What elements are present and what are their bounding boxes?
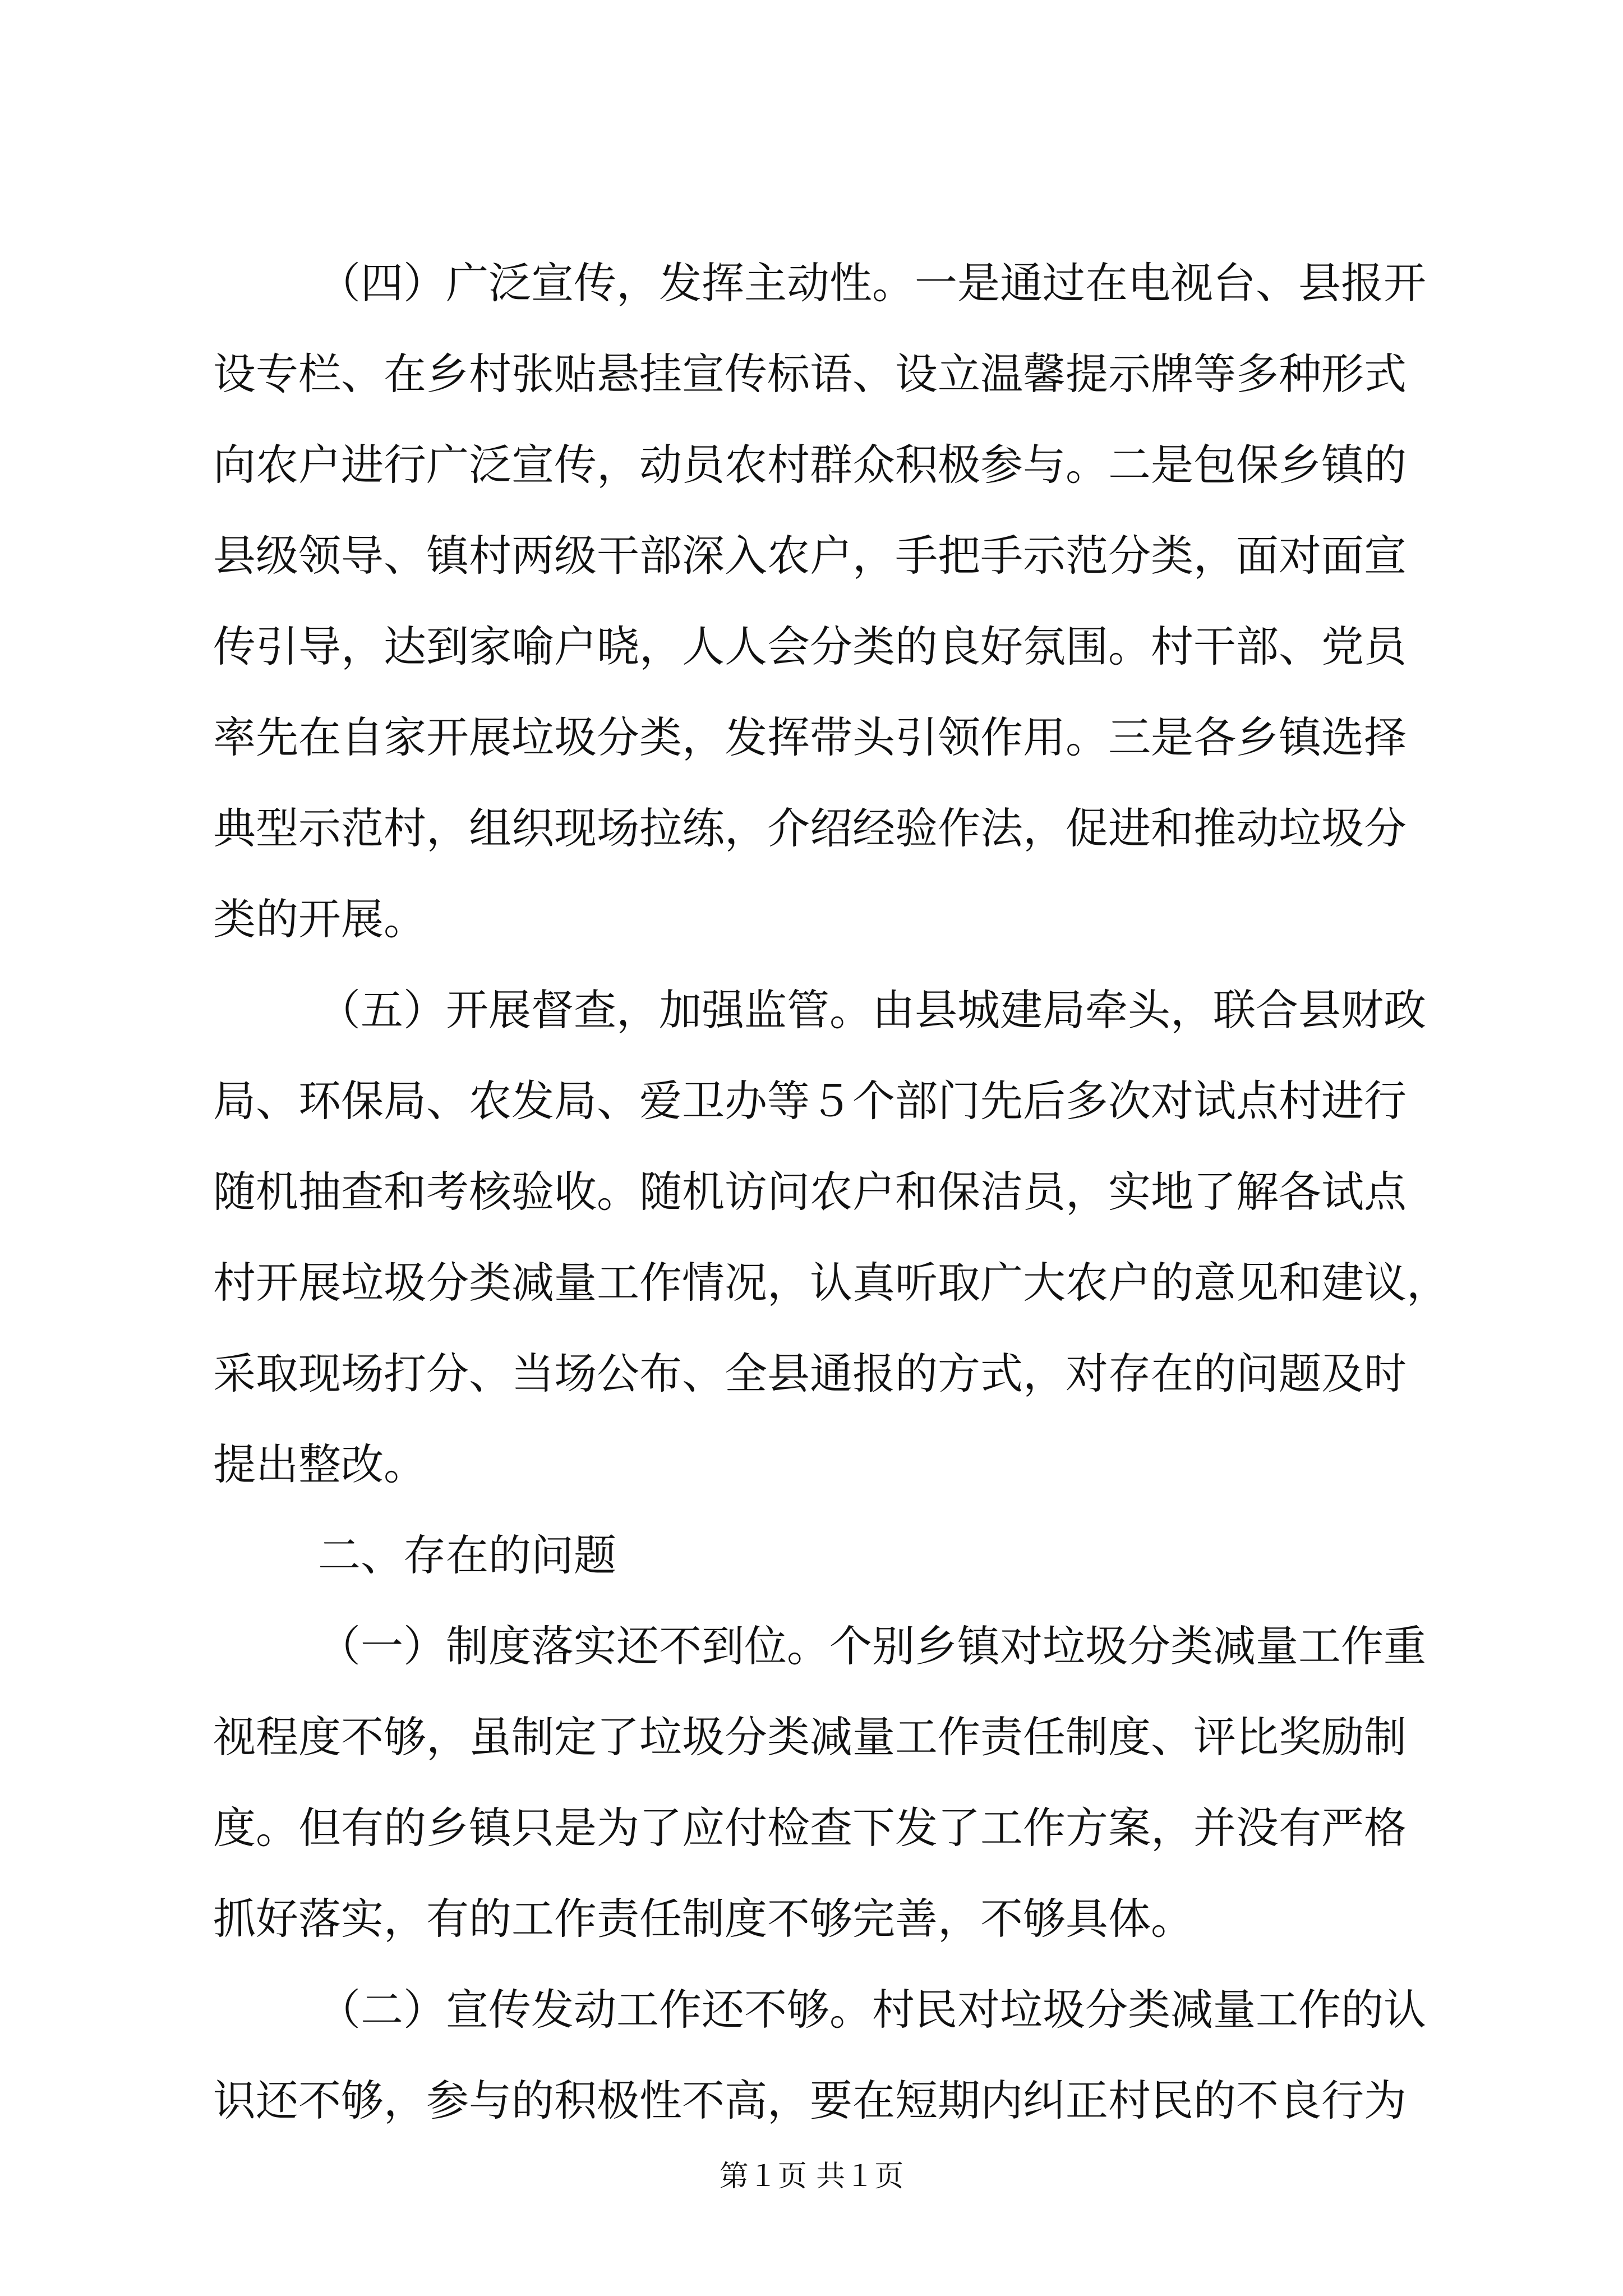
paragraph-line: 向农户进行广泛宣传，动员农村群众积极参与。二是包保乡镇的: [213, 440, 1407, 490]
paragraph-line: 识还不够，参与的积极性不高，要在短期内纠正村民的不良行为: [213, 2076, 1407, 2125]
paragraph-line: 采取现场打分、当场公布、全县通报的方式，对存在的问题及时: [213, 1349, 1407, 1398]
paragraph-line: 典型示范村，组织现场拉练，介绍经验作法，促进和推动垃圾分: [213, 803, 1407, 853]
paragraph-line: 视程度不够，虽制定了垃圾分类减量工作责任制度、评比奖励制: [213, 1712, 1407, 1762]
page-footer: [0, 2157, 1623, 2196]
section-heading: 二、存在的问题: [318, 1530, 616, 1580]
paragraph-line: 传引导，达到家喻户晓，人人会分类的良好氛围。村干部、党员: [213, 622, 1407, 671]
paragraph-line: 县级领导、镇村两级干部深入农户，手把手示范分类，面对面宣: [213, 531, 1407, 581]
paragraph-line: （一）制度落实还不到位。个别乡镇对垃圾分类减量工作重: [318, 1621, 1426, 1671]
paragraph-line: 类的开展。: [213, 894, 426, 944]
paragraph-line: （二）宣传发动工作还不够。村民对垃圾分类减量工作的认: [318, 1985, 1426, 2035]
paragraph-line: （五）开展督查，加强监管。由县城建局牵头，联合县财政: [318, 985, 1426, 1035]
paragraph-line: 抓好落实，有的工作责任制度不够完善，不够具体。: [213, 1894, 1193, 1944]
paragraph-line: 度。但有的乡镇只是为了应付检查下发了工作方案，并没有严格: [213, 1803, 1407, 1853]
paragraph-line: 村开展垃圾分类减量工作情况，认真听取广大农户的意见和建议，: [213, 1258, 1449, 1308]
paragraph-line: 随机抽查和考核验收。随机访问农户和保洁员，实地了解各试点: [213, 1167, 1407, 1217]
paragraph-line: 设专栏、在乡村张贴悬挂宣传标语、设立温馨提示牌等多种形式: [213, 349, 1407, 399]
paragraph-line: 率先在自家开展垃圾分类，发挥带头引领作用。三是各乡镇选择: [213, 712, 1407, 762]
paragraph-line: （四）广泛宣传，发挥主动性。一是通过在电视台、县报开: [318, 258, 1426, 308]
paragraph-line: 局、环保局、农发局、爱卫办等５个部门先后多次对试点村进行: [213, 1076, 1407, 1126]
page-number: 第１页 共１页: [719, 2160, 904, 2193]
paragraph-line: 提出整改。: [213, 1439, 426, 1489]
